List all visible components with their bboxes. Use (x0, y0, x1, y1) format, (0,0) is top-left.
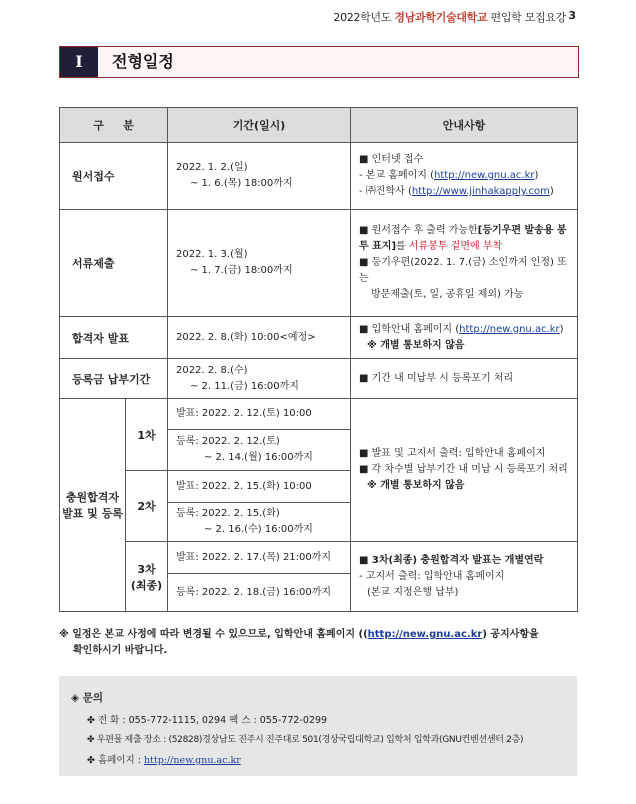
table-row (60, 399, 578, 430)
info-text: ) (559, 323, 564, 335)
jinhak-link[interactable]: http://www.jinhakapply.com (411, 186, 550, 197)
contact-homepage (87, 752, 241, 766)
category-line: 발표 및 등록 (62, 507, 123, 520)
col-period: 기간(일시) (168, 108, 351, 143)
table-row (60, 210, 578, 317)
page-number: 3 (568, 9, 576, 22)
row-period (168, 359, 351, 399)
row-period (168, 143, 351, 210)
homepage-link[interactable]: http://new.gnu.ac.kr (434, 170, 535, 181)
info-line (359, 322, 573, 338)
info-red: 서류봉투 겉면에 부착 (408, 241, 503, 252)
homepage-link[interactable]: http://new.gnu.ac.kr (367, 629, 483, 640)
homepage-label: ✤ 홈페이지 : (87, 755, 144, 766)
table-row (60, 317, 578, 359)
info-line: ■ 등기우편(2022. 1. 7.(금) 소인까지 인정) 또는 (359, 257, 567, 284)
col-category: 구 분 (60, 108, 168, 143)
period-line: 2022. 1. 2.(일) (176, 162, 248, 173)
info-text: - ㈜진학사 ( (359, 186, 412, 197)
header-school: 경남과학기술대학교 (394, 11, 488, 24)
row-info (351, 210, 578, 317)
info-line (359, 184, 573, 200)
info-line: ■ 각 차수별 납부기간 내 미납 시 등록포기 처리 (359, 464, 568, 475)
info-line: ■ 발표 및 고지서 출력: 입학안내 홈페이지 (359, 448, 546, 459)
table-header-row (60, 108, 578, 143)
table-row (60, 542, 578, 574)
sub-line: 3차 (137, 562, 156, 576)
table-row (60, 143, 578, 210)
row-period: 2022. 2. 8.(화) 10:00<예정> (168, 317, 351, 359)
footnote-text: ※ 일정은 본교 사정에 따라 변경될 수 있으므로, 입학안내 홈페이지 (( (59, 629, 368, 640)
row-category: 합격자 발표 (60, 317, 168, 359)
period-line: ~ 2. 14.(월) 16:00까지 (204, 452, 313, 463)
info-line (359, 223, 573, 255)
row-info (351, 399, 578, 542)
info-line: - 고지서 출력: 입학안내 홈페이지 (359, 570, 505, 582)
homepage-link[interactable]: http://new.gnu.ac.kr (459, 323, 560, 335)
row-category: 원서접수 (60, 143, 168, 210)
footnote-text: ) 공지사항을 (482, 629, 539, 640)
period-line: ~ 1. 7.(금) 18:00까지 (190, 265, 293, 276)
period-line: ~ 1. 6.(목) 18:00까지 (190, 178, 293, 189)
sub-line: (최종) (130, 578, 163, 592)
section-title: 전형일정 (112, 52, 174, 71)
period-line: 등록: 2022. 2. 12.(토) (176, 436, 280, 447)
sub-round-3 (126, 542, 168, 612)
info-text: - 본교 홈페이지 ( (359, 170, 435, 181)
row-period: 발표: 2022. 2. 12.(토) 10:00 (168, 399, 351, 430)
row-info (351, 542, 578, 612)
row-period (168, 430, 351, 471)
info-line: ■ 인터넷 접수 (359, 154, 424, 165)
footnote-line (59, 627, 589, 643)
period-line: 2022. 1. 3.(월) (176, 249, 248, 260)
info-text: ) (549, 186, 554, 197)
period-line: ~ 2. 16.(수) 16:00까지 (204, 524, 313, 535)
info-text: ■ 입학안내 홈페이지 ( (359, 323, 460, 335)
category-line: 충원합격자 (65, 491, 120, 504)
info-text: ■ 원서접수 후 출력 가능한 (359, 225, 478, 236)
page-header (333, 9, 566, 25)
info-line: ■ 기간 내 미납부 시 등록포기 처리 (359, 372, 514, 384)
schedule-footnote (59, 627, 589, 659)
schedule-table (59, 107, 578, 612)
info-text: 를 (396, 241, 409, 252)
info-line: 방문제출(토, 일, 공휴일 제외) 가능 (371, 289, 524, 300)
row-period: 등록: 2022. 2. 18.(금) 16:00까지 (168, 574, 351, 612)
info-line: (본교 지정은행 납부) (367, 586, 459, 598)
period-line: 2022. 2. 8.(수) (176, 364, 248, 376)
sub-round-1: 1차 (126, 399, 168, 471)
header-year: 2022학년도 (333, 11, 392, 24)
contact-address: ✤ 우편물 제출 장소 : (52828)경상남도 진주시 진주대로 501(경상국립대학교) 입학처 입학과(GNU컨벤션센터 2층) (87, 735, 524, 745)
col-info: 안내사항 (351, 108, 578, 143)
row-category: 서류제출 (60, 210, 168, 317)
contact-box (59, 676, 577, 776)
info-bold: [등기우편 발송용 봉투 표지] (359, 225, 567, 252)
row-info (351, 143, 578, 210)
section-number: I (60, 47, 98, 77)
period-line: 등록: 2022. 2. 15.(화) (176, 508, 280, 519)
info-text: ) (534, 170, 539, 181)
row-category: 등록금 납부기간 (60, 359, 168, 399)
row-info (351, 359, 578, 399)
header-doc: 편입학 모집요강 (490, 11, 566, 24)
info-line: ※ 개별 통보하지 않음 (367, 339, 465, 351)
section-title-bar (59, 46, 579, 78)
info-line (359, 168, 573, 184)
sub-round-2: 2차 (126, 471, 168, 542)
info-line: ■ 3차(최종) 충원합격자 발표는 개별연락 (359, 554, 544, 566)
period-line: ~ 2. 11.(금) 16:00까지 (190, 380, 299, 392)
info-line: ※ 개별 통보하지 않음 (367, 480, 465, 491)
contact-heading: ◈ 문의 (71, 692, 104, 704)
homepage-link[interactable]: http://new.gnu.ac.kr (143, 755, 241, 766)
row-info (351, 317, 578, 359)
row-period (168, 210, 351, 317)
contact-phone: ✤ 전 화 : 055-772-1115, 0294 팩 스 : 055-772-0299 (87, 715, 328, 726)
table-row (60, 359, 578, 399)
footnote-line: 확인하시기 바랍니다. (73, 645, 168, 656)
row-period: 발표: 2022. 2. 15.(화) 10:00 (168, 471, 351, 503)
row-category (60, 399, 126, 612)
row-period (168, 503, 351, 542)
row-period: 발표: 2022. 2. 17.(목) 21:00까지 (168, 542, 351, 574)
